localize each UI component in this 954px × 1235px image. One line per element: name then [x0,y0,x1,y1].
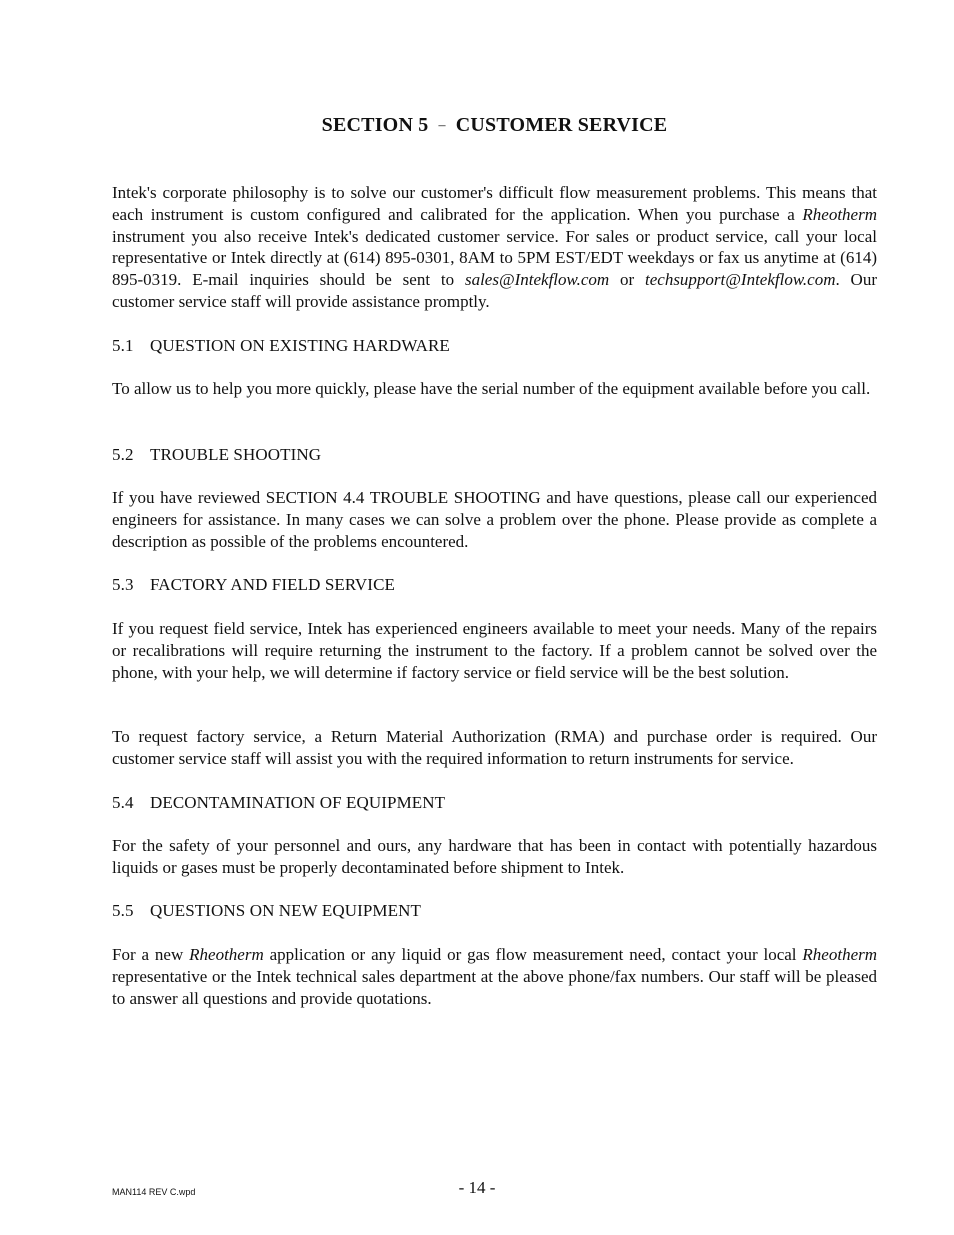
intro-rheotherm: Rheotherm [802,204,877,224]
heading-text: FACTORY AND FIELD SERVICE [150,575,395,594]
paragraph-5-3-b: To request factory service, a Return Material Authorization (RMA) and purchase order is required. Our customer service staff will assist you with the required information to return instruments for service. [112,727,877,768]
new-equip-text-1: For a new [112,945,190,964]
page-number: - 14 - [458,1178,496,1197]
title-separator: – [438,118,446,133]
paragraph-5-1: To allow us to help you more quickly, please have the serial number of the equipment available before you call. [112,379,871,398]
paragraph-5-2: If you have reviewed SECTION 4.4 TROUBLE SHOOTING and have questions, please call our experienced engineers for assistance. In many cases we can solve a problem over the phone. Please provide as complete a description as possible of the problems encountered. [112,488,877,551]
heading-text: TROUBLE SHOOTING [150,445,322,464]
intro-text-1: Intek's corporate philosophy is to solve our customer's difficult flow measurement problems. This means that each instrument is custom configured and calibrated for the application. When you purchase a [112,183,877,224]
heading-number: 5.3 [112,575,134,594]
paragraph-5-4: For the safety of your personnel and ours, any hardware that has been in contact with potentially hazardous liquids or gases must be properly decontaminated before shipment to Intek. [112,836,877,877]
heading-number: 5.1 [112,336,134,355]
heading-number: 5.2 [112,445,134,464]
heading-5-1 [112,335,450,357]
heading-text: QUESTION ON EXISTING HARDWARE [150,336,450,355]
support-email: techsupport@Intekflow.com [645,270,836,290]
paragraph-5-5 [112,944,877,1009]
sales-email: sales@Intekflow.com [464,270,610,290]
new-equip-text-2: application or any liquid or gas flow measurement need, contact your local [263,945,803,964]
heading-text: DECONTAMINATION OF EQUIPMENT [150,793,446,812]
heading-5-4 [112,792,445,814]
heading-5-3 [112,574,395,596]
intro-text-4: . Our customer service staff will provide assistance promptly. [112,270,877,311]
intro-text-3: or [609,270,645,290]
intro-paragraph [112,182,877,313]
heading-number: 5.4 [112,793,134,812]
heading-5-5 [112,900,421,922]
document-id: MAN114 REV C.wpd [112,1187,196,1197]
heading-5-2 [112,444,321,466]
section-name: CUSTOMER SERVICE [455,114,668,136]
new-equip-rheotherm-2: Rheotherm [802,945,878,964]
heading-number: 5.5 [112,901,134,920]
new-equip-text-3: representative or the Intek technical sales department at the above phone/fax numbers. Our staff will be pleased to answer all questions and provide quotations. [112,966,877,1008]
new-equip-rheotherm-1: Rheotherm [189,945,264,964]
section-number: SECTION 5 [321,114,429,136]
page-title [112,114,877,137]
intro-text-2: instrument you also receive Intek's dedicated customer service. For sales or product service, call your local representative or Intek directly at (614) 895-0301, 8AM to 5PM EST/EDT weekdays or fax us anytime at (614) 895-0319. E-mail inquiries should be sent to [112,226,877,290]
heading-text: QUESTIONS ON NEW EQUIPMENT [150,901,421,920]
paragraph-5-3-a: If you request field service, Intek has experienced engineers available to meet your needs. Many of the repairs or recalibrations will require returning the instrument to the factory. If a problem cannot be solved over the phone, with your help, we will determine if factory service or field service will be the best solution. [112,619,877,682]
